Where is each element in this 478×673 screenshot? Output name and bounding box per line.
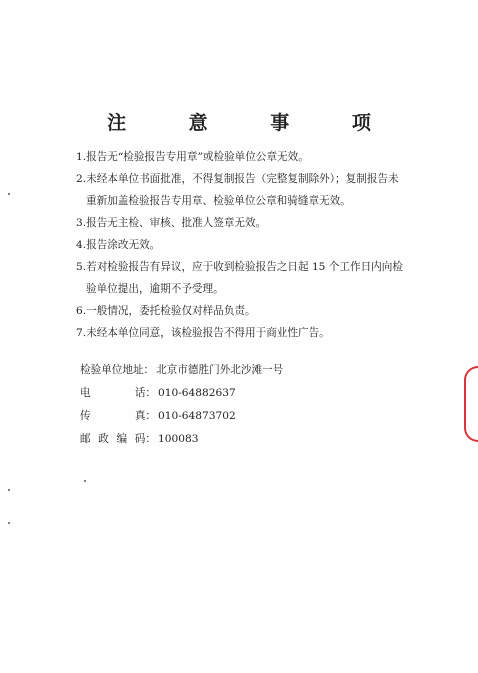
postcode-label: 邮 政 编 码： (80, 433, 156, 445)
fax-row (80, 405, 283, 428)
scan-speck (8, 522, 10, 524)
notice-line: 1.报告无“检验报告专用章”或检验单位公章无效。 (76, 151, 309, 163)
postcode-value: 100083 (158, 433, 199, 445)
phone-label: 电 话： (80, 387, 156, 399)
notice-line: 3.报告无主检、审核、批准人签章无效。 (76, 217, 267, 229)
phone-value: 010-64882637 (158, 387, 236, 399)
scan-speck (8, 193, 10, 195)
fax-label: 传 真： (80, 410, 156, 422)
notice-item (76, 322, 446, 344)
notice-item (76, 300, 446, 322)
address-value: 北京市德胜门外北沙滩一号 (156, 364, 284, 376)
phone-row (80, 382, 283, 405)
notice-line: 6.一般情况，委托检验仅对样品负责。 (76, 305, 256, 317)
notice-item (76, 146, 446, 168)
address-label: 检验单位地址： (80, 364, 155, 376)
notice-line-continued: 验单位提出，逾期不予受理。 (86, 283, 224, 295)
notice-item (76, 256, 446, 300)
seal-stamp-edge (464, 366, 478, 442)
notice-line: 7.未经本单位同意，该检验报告不得用于商业性广告。 (76, 327, 330, 339)
postcode-row (80, 428, 283, 451)
contact-block (80, 359, 283, 451)
notice-item (76, 234, 446, 256)
scan-speck (84, 480, 86, 482)
notice-line: 5.若对检验报告有异议，应于收到检验报告之日起 15 个工作日内向检 (76, 261, 403, 273)
scan-speck (8, 489, 10, 491)
notice-line: 4.报告涂改无效。 (76, 239, 161, 251)
fax-value: 010-64873702 (158, 410, 236, 422)
address-row (80, 359, 283, 382)
notice-list (76, 146, 446, 344)
notice-line: 2.未经本单位书面批准，不得复制报告（完整复制除外）；复制报告未 (76, 173, 399, 185)
notice-item (76, 212, 446, 234)
notice-line-continued: 重新加盖检验报告专用章、检验单位公章和骑缝章无效。 (86, 195, 351, 207)
notice-item (76, 168, 446, 212)
page-title: 注 意 事 项 (107, 112, 399, 134)
